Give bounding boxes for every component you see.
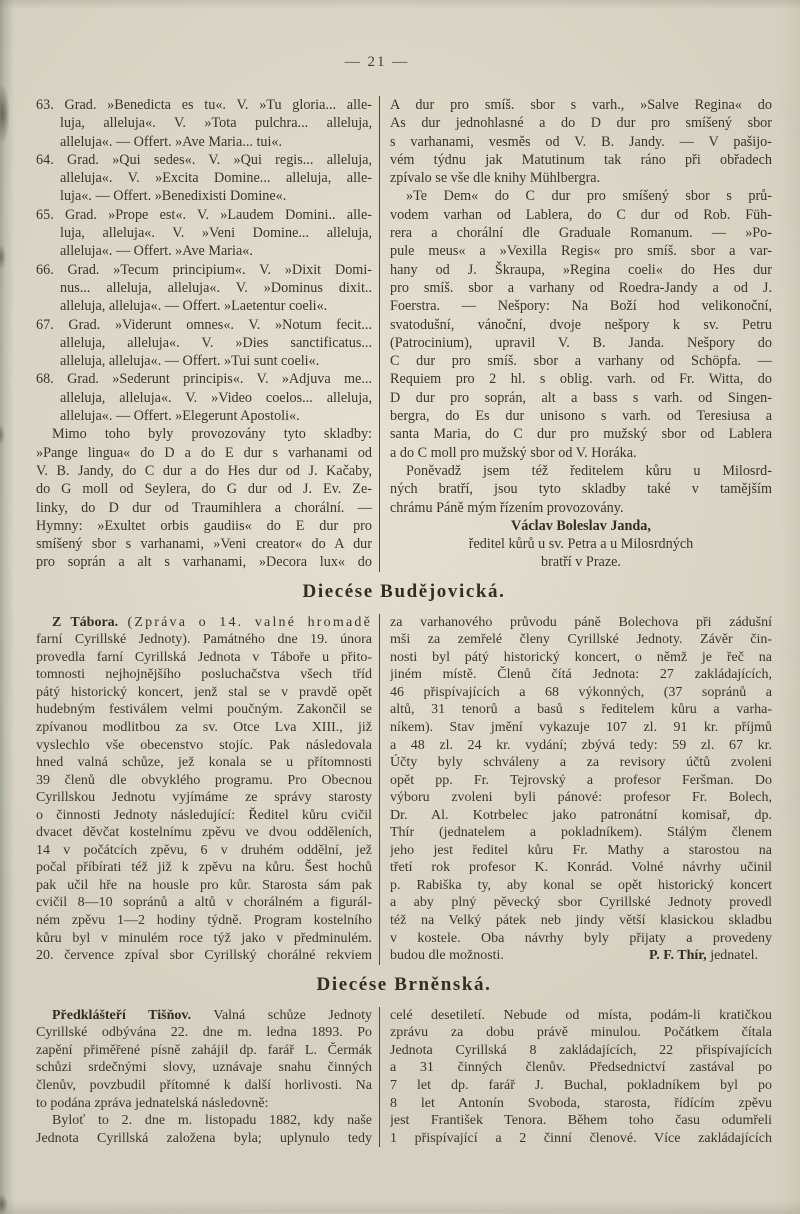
column-divider bbox=[379, 1007, 380, 1148]
text-line: chrámu Páně mým řízením provozovány. bbox=[390, 499, 624, 516]
text-line: vyslechlo vše obecenstvo stojíc. Pak následovala bbox=[36, 737, 372, 753]
text-line: zpívalo se vše dle knihy Mühlbergra. bbox=[390, 170, 601, 187]
text-line: V. B. Jandy, do C dur a do Hes dur od J. Kačaby, bbox=[36, 462, 372, 479]
text-line: Thír (jednatelem a pokladníkem). Stálým členem bbox=[390, 825, 772, 841]
paragraph bbox=[36, 1007, 372, 1113]
paragraph bbox=[390, 187, 772, 461]
text-line: pátý historický koncert, jenž stal se v pravdě opět bbox=[36, 684, 372, 700]
page-content bbox=[36, 96, 772, 1147]
section-repertoire bbox=[36, 96, 772, 572]
text-line: nosti byl pátý historický koncert, o němž je řeč na bbox=[390, 649, 772, 665]
text-line: jest František Tenora. Během toho času odumřeli bbox=[390, 1113, 772, 1129]
page-number: — 21 — bbox=[344, 54, 410, 70]
text-line: luja«. — Offert. »Benedixisti Domine«. bbox=[60, 188, 287, 205]
text-line: Hymny: »Exultet orbis gaudiis« do E dur pro bbox=[36, 517, 372, 534]
signature-left-text: budou dle možnosti. bbox=[390, 948, 504, 964]
text-line: Mimo toho byly provozovány tyto skladby: bbox=[52, 426, 372, 443]
scan-artifact bbox=[0, 1194, 8, 1214]
text-line: celé desetiletí. Nebude od místa, podám-li kratičkou bbox=[390, 1007, 772, 1023]
column-divider bbox=[379, 614, 380, 965]
text-line: 1 přispívající a 2 činní členové. Více zakládajících bbox=[390, 1130, 772, 1146]
text-line: »Te Dem« do C dur pro smíšený sbor s prů- bbox=[406, 188, 772, 205]
text-line: santa Maria, do C dur pro mužský sbor od Lablera bbox=[390, 426, 772, 443]
paragraph-lead: Z Tábora. bbox=[52, 614, 119, 630]
paragraph bbox=[390, 614, 772, 947]
text-line: alleluja, alleluja«. V. »Dies sanctificatus... bbox=[60, 334, 372, 351]
list-item bbox=[36, 370, 372, 425]
text-line: p. Rabiška ty, aby konal se opět historický koncert bbox=[390, 877, 772, 893]
text-line: pule meus« a »Vexilla Regis« pro smíš. sbor a var- bbox=[390, 243, 772, 260]
text-line: ném zpěvu 1—2 hodiny týdně. Program kostelního bbox=[36, 913, 372, 929]
text-line: jeho jest ředitel kůru Fr. Mathy a starostou na bbox=[390, 842, 772, 858]
signature-line bbox=[390, 947, 772, 965]
left-column bbox=[36, 96, 372, 572]
list-item bbox=[36, 206, 372, 261]
text-line: pro soprán a alt s varhanami, »Decora lux« do bbox=[36, 554, 372, 571]
text-line: dvacet děvčat kostelnímu zpěvu ve dvou odděleních, bbox=[36, 825, 372, 841]
text-line: Requiem pro 2 hl. s oblig. varh. od Fr. Witta, do bbox=[390, 371, 772, 388]
line-text: Valná schůze Jednoty bbox=[213, 1007, 372, 1023]
text-line: 8 let Antonín Svoboda, starosta, řídícím zpěvu bbox=[390, 1095, 772, 1111]
text-line: Jednota Cyrillská 8 zakládajících, 22 přispívajících bbox=[390, 1042, 772, 1058]
text-line: nus... alleluja, alleluja«. V. »Dominus dixit.. bbox=[60, 279, 372, 296]
text-line: 14 v počátcích zpěvu, 6 v druhém oddělní, jež bbox=[36, 842, 372, 858]
text-line: členův, povzbudil přítomné k další horlivosti. Na bbox=[36, 1078, 372, 1094]
text-line: vém týdnu jak Matutinum tak ráno při obřadech bbox=[390, 151, 772, 168]
text-line: smíšený sbor s varhanami, »Veni creator« do A dur bbox=[36, 536, 372, 553]
text-line: 20. července zpíval sbor Cyrillský chorálné rekviem bbox=[36, 948, 372, 964]
list-item bbox=[36, 151, 372, 206]
text-line: alleluja«. — Offert. »Ave Maria«. bbox=[60, 243, 253, 260]
list-item bbox=[36, 261, 372, 316]
text-line: As dur jednohlasné a do D dur pro smíšený sbor bbox=[390, 115, 772, 132]
text-line: Poněvadž jsem též ředitelem kůru u Milosrd- bbox=[406, 462, 772, 479]
text-line bbox=[36, 614, 372, 632]
text-line: »Pange lingua« do D a do E dur s varhanami od bbox=[36, 444, 372, 461]
text-line: hany od J. Škraupa, »Regina coeli« do Hes dur bbox=[390, 261, 772, 278]
text-line: 65. Grad. »Prope est«. V. »Laudem Domini.. alle- bbox=[36, 206, 372, 223]
text-line: Dr. Al. Kotrbelec jako patronátní komisař, dp. bbox=[390, 807, 772, 823]
text-line: výboru zvoleni byli pánové: profesor Fr. Bolech, bbox=[390, 790, 772, 806]
text-line: vodem varhan od Lablera, do C dur od Rob. Füh- bbox=[390, 206, 772, 223]
section-heading-brnenska: Diecése Brněnská. bbox=[316, 973, 492, 995]
text-line: 64. Grad. »Qui sedes«. V. »Qui regis... alleluja, bbox=[36, 151, 372, 168]
text-line: v kostele. Oba návrhy byly přijaty a provedeny bbox=[390, 930, 772, 946]
text-line: alleluja«. — Offert. »Ave Maria... tui«. bbox=[60, 133, 283, 150]
text-line: ředitel kůrů u sv. Petra a u Milosrdných bbox=[468, 536, 694, 553]
paragraph-lead: Předklášteří Tišňov. bbox=[52, 1007, 192, 1023]
text-line: zapění přiměřené písně zahájil dp. farář L. Čermák bbox=[36, 1042, 372, 1058]
text-line: hned valná schůze, jež konala se u přítomnosti bbox=[36, 755, 372, 771]
paragraph bbox=[390, 462, 772, 517]
right-column bbox=[390, 1007, 772, 1148]
paragraph bbox=[390, 1007, 772, 1148]
text-line: Cyrillskou Jednotu vyjímáme ze správy starosty bbox=[36, 790, 372, 806]
paragraph bbox=[36, 614, 372, 965]
text-line: alleluja, alleluja«. — Offert. »Tui sunt coeli«. bbox=[60, 353, 320, 370]
text-line: linky, do D dur od Traumihlera a chorální. — bbox=[36, 499, 372, 516]
text-line: jiném místě. Členů čítá Jednota: 27 zakládajících, bbox=[390, 667, 772, 683]
text-line: provedla farní Cyrillská Jednota v Táboře u přito- bbox=[36, 649, 372, 665]
section-budejovicka bbox=[36, 614, 772, 965]
paragraph bbox=[36, 1112, 372, 1147]
signature-name: P. F. Thír, bbox=[648, 948, 707, 964]
text-line: a 48 zl. 24 kr. vydání; zbývá tedy: 59 zl. 67 kr. bbox=[390, 737, 772, 753]
text-line: ných bratří, jsou tyto skladby také v tamějším bbox=[390, 481, 772, 498]
text-line: hudebným festiválem velmi poučným. Zakončil se bbox=[36, 702, 372, 718]
right-column bbox=[390, 614, 772, 965]
scan-artifact bbox=[0, 424, 5, 446]
text-line: svatodušní, vánoční, dvoje nešpory k sv. Petru bbox=[390, 316, 772, 333]
text-line: pro smíš. sbor a varhany od Roedra-Jandy a od J. bbox=[390, 279, 772, 296]
text-line: alleluja«. V. »Excita Domine... alleluja, alle- bbox=[60, 170, 372, 187]
text-line: 7 let dp. farář J. Buchal, pokladníkem byl po bbox=[390, 1078, 772, 1094]
paragraph bbox=[36, 425, 372, 571]
text-line: alleluja, alleluja«. V. »Video coelos... alleluja, bbox=[60, 389, 372, 406]
list-item bbox=[36, 316, 372, 371]
text-line: pak učil hře na housle pro kůr. Starosta sám pak bbox=[36, 877, 372, 893]
text-line: bratří v Praze. bbox=[541, 554, 621, 571]
line-text: (Zpráva o 14. valné hromadě bbox=[127, 614, 372, 630]
text-line: schůzi srdečnými slovy, uznávaje snahu činných bbox=[36, 1060, 372, 1076]
signature bbox=[390, 517, 772, 535]
text-line: to podána zpráva jednatelská následovně: bbox=[36, 1095, 269, 1111]
scan-artifact bbox=[0, 244, 6, 270]
text-line: rera a chorální dle Graduale Romanum. — »Po- bbox=[390, 225, 772, 242]
text-line: Cyrillské odbývána 22. dne m. ledna 1893. Po bbox=[36, 1025, 372, 1041]
right-column bbox=[390, 96, 772, 572]
text-line: s varhanami, vesměs od V. B. Jandy. — V pašijo- bbox=[390, 133, 772, 150]
text-line: 46 přispívajících a 68 výkonných, (37 sopránů a bbox=[390, 684, 772, 700]
text-line: zpívanou modlitbou za sv. Otce Lva XIII., již bbox=[36, 720, 372, 735]
text-line: Účty byly schváleny a za revisory účtů zvoleni bbox=[390, 755, 772, 771]
text-line: mši za zemřelé členy Cyrillské Jednoty. Závěr čin- bbox=[390, 632, 772, 648]
text-line: D dur pro soprán, alt a bass s varh. od Singen- bbox=[390, 389, 772, 406]
text-line: 63. Grad. »Benedicta es tu«. V. »Tu gloria... alle- bbox=[36, 97, 372, 113]
text-line: altů, 31 tenorů a basů s ředitelem kůru a varha- bbox=[390, 702, 772, 718]
text-line: o činnosti Jednoty následující: Ředitel kůru cvičil bbox=[36, 807, 372, 823]
text-line: Foerstra. — Nešpory: Na Boží hod velikonoční, bbox=[390, 298, 772, 315]
text-line: níkem). Stav jmění vykazuje 107 zl. 91 kr. příjmů bbox=[390, 720, 772, 735]
text-line: a 31 činných členův. Předsednictví zastával po bbox=[390, 1060, 772, 1076]
signature-role: jednatel. bbox=[706, 948, 758, 964]
text-line: a do C moll pro mužský sbor od V. Horáka. bbox=[390, 444, 637, 461]
text-line: A dur pro smíš. sbor s varh., »Salve Regina« do bbox=[390, 97, 772, 113]
text-line: třetí rok profesor K. Konrád. Volné návrhy učinil bbox=[390, 860, 772, 876]
signature bbox=[390, 535, 772, 572]
text-line: zprávu za dobu právě minulou. Počátkem čítala bbox=[390, 1025, 772, 1041]
section-heading-budejovicka: Diecése Budějovická. bbox=[302, 580, 506, 602]
text-line: C dur pro smíš. sbor a varhany od Schöpfa. — bbox=[390, 353, 772, 370]
scan-artifact bbox=[0, 84, 10, 144]
left-column bbox=[36, 614, 372, 965]
section-brnenska bbox=[36, 1007, 772, 1148]
text-line: do G moll od Seylera, do G dur od J. Ev. Ze- bbox=[36, 481, 372, 498]
text-line: 66. Grad. »Tecum principium«. V. »Dixit Domi- bbox=[36, 261, 372, 278]
text-line: Jednota Cyrillská založena byla; uplynulo tedy bbox=[36, 1130, 372, 1146]
left-column bbox=[36, 1007, 372, 1148]
text-line: luja, alleluja«. V. »Tota pulchra... alleluja, bbox=[60, 115, 372, 132]
text-line: alleluja«. — Offert. »Elegerunt Apostoli«. bbox=[60, 408, 300, 425]
text-line: též na Velký pátek neb jindy větší klasickou skladbu bbox=[390, 913, 772, 929]
list-item bbox=[36, 96, 372, 151]
signature-right-text bbox=[649, 947, 772, 965]
text-line: farní Cyrillské Jednoty). Památného dne 19. února bbox=[36, 632, 372, 648]
text-line: (Patrocinium), upravil V. B. Janda. Nešpory do bbox=[390, 334, 772, 351]
text-line: 39 členů dle obvyklého programu. Pro Obecnou bbox=[36, 772, 372, 788]
text-line: bergra, do Es dur unisono s varh. od Teresiusa a bbox=[390, 408, 772, 425]
text-line: 67. Grad. »Viderunt omnes«. V. »Notum fecit... bbox=[36, 316, 372, 333]
text-line: 68. Grad. »Sederunt principis«. V. »Adjuva me... bbox=[36, 371, 372, 388]
column-divider bbox=[379, 96, 380, 572]
text-line: tomnosti nejhojnějšího posluchačstva všech tříd bbox=[36, 667, 372, 683]
text-line: za varhanového průvodu páně Bolechova při zádušní bbox=[390, 614, 772, 630]
text-line bbox=[36, 1007, 372, 1025]
text-line: opět pp. Fr. Tejrovský a profesor Feršman. Do bbox=[390, 772, 772, 788]
text-line: Václav Boleslav Janda, bbox=[511, 517, 651, 534]
text-line: a aby plný pěvecký sbor Cyrillské Jednoty provedl bbox=[390, 895, 772, 911]
text-line: luja, alleluja«. V. »Veni Domine... alleluja, bbox=[60, 225, 372, 242]
text-line: alleluja, alleluja«. — Offert. »Laetentur coeli«. bbox=[60, 298, 328, 315]
text-line: kůru byl v minulém roce týž jako v předminulém. bbox=[36, 930, 372, 946]
text-line: počal příbírati též již k zpěvu na kůru. Šest hochů bbox=[36, 860, 372, 876]
text-line: Byloť to 2. dne m. listopadu 1882, kdy naše bbox=[52, 1113, 372, 1129]
paragraph bbox=[390, 96, 772, 187]
text-line: cvičil 8—10 sopránů a altů v chorálném a figurál- bbox=[36, 895, 372, 911]
